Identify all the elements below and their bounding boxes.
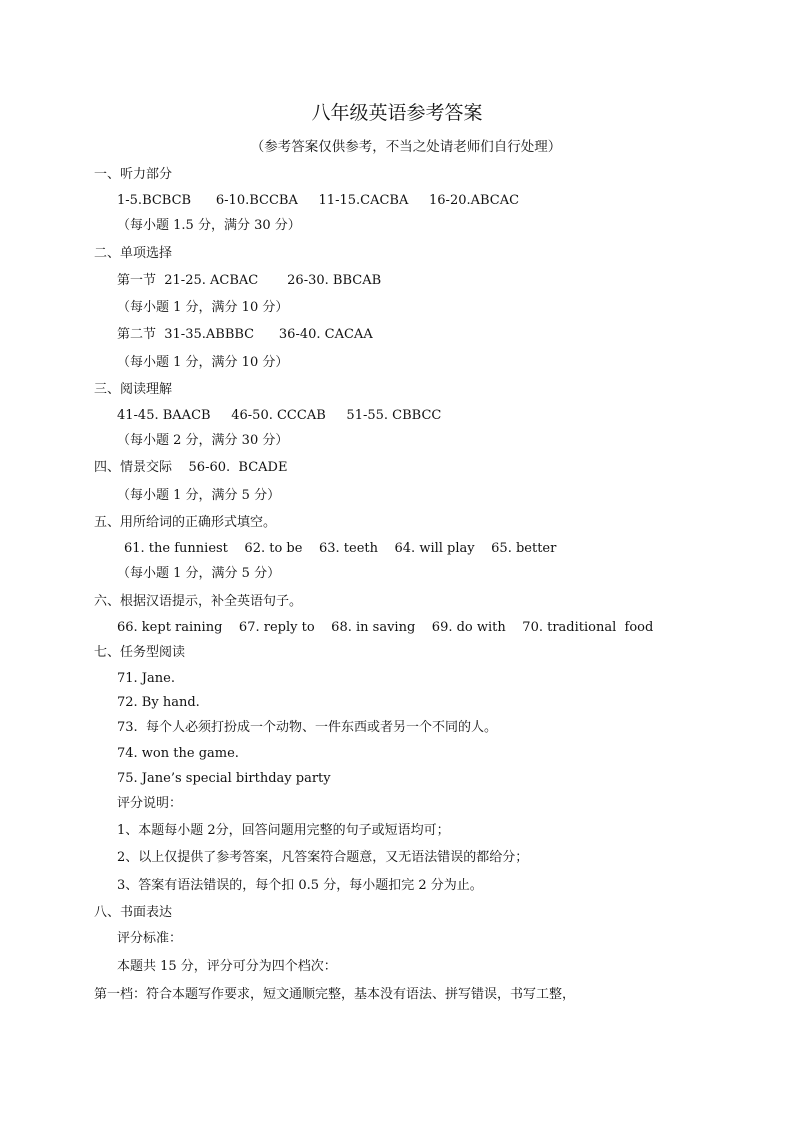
score-note: （每小题 2 分，满分 30 分） — [117, 433, 289, 448]
scoring-note: 2、以上仅提供了参考答案，凡答案符合题意，又无语法错误的都给分； — [117, 850, 529, 865]
page-subtitle: （参考答案仅供参考，不当之处请老师们自行处理） — [250, 139, 562, 155]
page-title: 八年级英语参考答案 — [311, 102, 483, 124]
score-note: （每小题 1.5 分，满分 30 分） — [117, 218, 301, 233]
answer-line: 1-5.BCBCB 6-10.BCCBA 11-15.CACBA 16-20.ABCAC — [117, 193, 520, 208]
scoring-standard-text: 第一档：符合本题写作要求，短文通顺完整，基本没有语法、拼写错误，书写工整， — [94, 987, 576, 1002]
answer-line: 66. kept raining 67. reply to 68. in saving 69. do with 70. traditional food — [117, 620, 654, 635]
answer-line: 61. the funniest 62. to be 63. teeth 64. will play 65. better — [124, 541, 557, 556]
section-heading-multiple-choice: 二、单项选择 — [94, 246, 173, 261]
score-note: （每小题 1 分，满分 5 分） — [117, 566, 281, 581]
scoring-standard-text: 本题共 15 分，评分可分为四个档次： — [117, 959, 337, 974]
scoring-notes-heading: 评分说明： — [117, 796, 183, 811]
section-heading-sentences: 六、根据汉语提示，补全英语句子。 — [94, 594, 303, 609]
answer-line: 75. Jane’s special birthday party — [117, 771, 331, 786]
answer-line: 71. Jane. — [117, 671, 175, 686]
score-note: （每小题 1 分，满分 10 分） — [117, 355, 289, 370]
section-heading-task-reading: 七、任务型阅读 — [94, 645, 186, 660]
answer-line: 74. won the game. — [117, 746, 239, 761]
section-heading-writing: 八、书面表达 — [94, 905, 173, 920]
answer-line: 第二节 31-35.ABBBC 36-40. CACAA — [117, 327, 373, 342]
section-heading-reading: 三、阅读理解 — [94, 382, 173, 397]
answer-line: 72. By hand. — [117, 695, 200, 710]
section-heading-listening: 一、听力部分 — [94, 167, 173, 182]
answer-line: 41-45. BAACB 46-50. CCCAB 51-55. CBBCC — [117, 408, 442, 423]
score-note: （每小题 1 分，满分 10 分） — [117, 300, 289, 315]
score-note: （每小题 1 分，满分 5 分） — [117, 488, 281, 503]
answer-line: 第一节 21-25. ACBAC 26-30. BBCAB — [117, 273, 382, 288]
section-heading-dialogue: 四、情景交际 56-60. BCADE — [94, 460, 288, 475]
section-heading-word-forms: 五、用所给词的正确形式填空。 — [94, 515, 277, 530]
scoring-standard-heading: 评分标准： — [117, 931, 183, 946]
answer-line: 73. 每个人必须打扮成一个动物、一件东西或者另一个不同的人。 — [117, 720, 497, 735]
scoring-note: 1、本题每小题 2分，回答问题用完整的句子或短语均可； — [117, 823, 450, 838]
scoring-note: 3、答案有语法错误的，每个扣 0.5 分，每小题扣完 2 分为止。 — [117, 878, 483, 893]
